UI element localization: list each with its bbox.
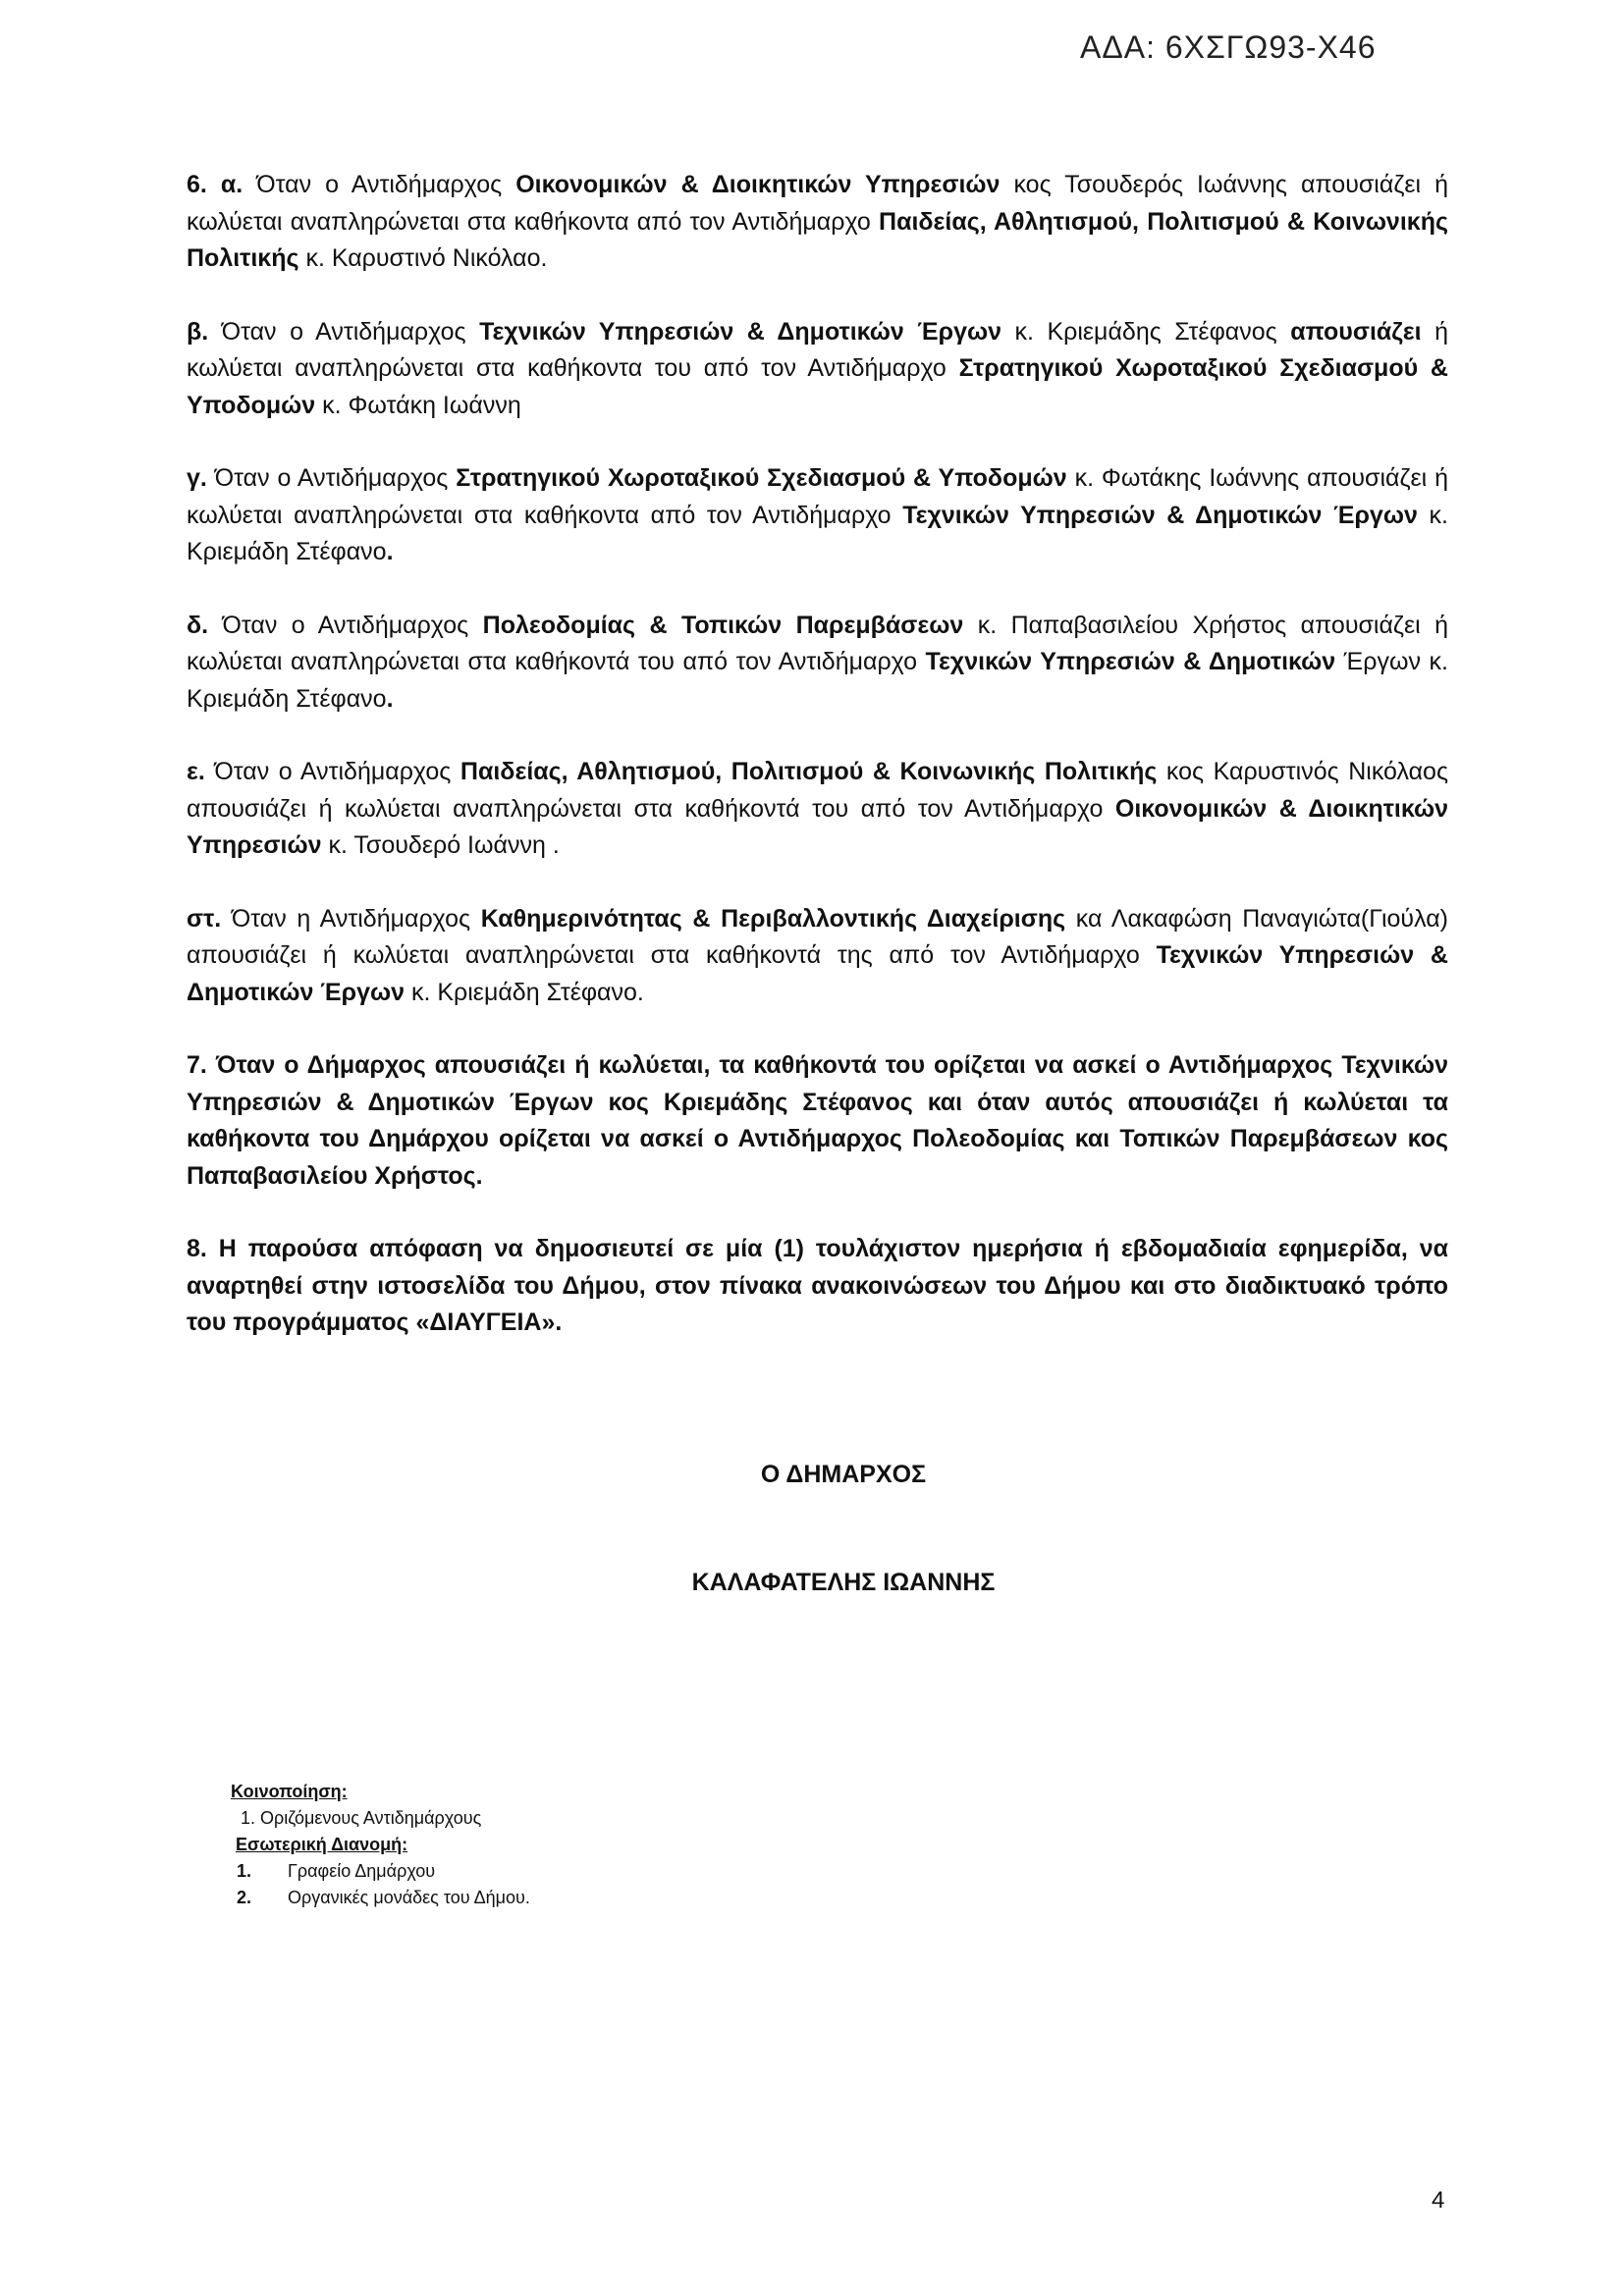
bold-text-segment: ε. xyxy=(187,758,205,785)
paragraph-6d xyxy=(187,608,1448,719)
text-segment: κ. Καρυστινό Νικόλαο. xyxy=(298,244,548,272)
paragraph-8 xyxy=(187,1231,1448,1342)
paragraph-6b xyxy=(187,314,1448,425)
text-segment: κ. Παπαβασιλείου Χρήστος απουσιάζει ή κωλύεται αναπληρώνεται στα καθήκοντά του από τον Αντιδήμαρχο xyxy=(187,611,1448,675)
text-segment: Όταν ο Αντιδήμαρχος xyxy=(208,611,483,639)
text-segment: Όταν η Αντιδήμαρχος xyxy=(221,904,481,933)
bold-text-segment: Τεχνικών Υπηρεσιών & Δημοτικών xyxy=(925,648,1336,675)
item-number: 1. xyxy=(237,1861,252,1881)
bold-text-segment: β. xyxy=(187,317,209,346)
bold-text-segment: απουσιάζει xyxy=(1290,317,1422,346)
notification-item: 1. Οριζόμενους Αντιδημάρχους xyxy=(241,1808,482,1828)
bold-text-segment: Τεχνικών Υπηρεσιών & Δημοτικών Έργων xyxy=(187,941,1448,1006)
internal-distribution-heading: Εσωτερική Διανομή: xyxy=(236,1835,408,1854)
distribution-block xyxy=(231,1779,530,1911)
bold-text-segment: 7. Όταν ο Δήμαρχος απουσιάζει ή κωλύεται, τα καθήκοντά του ορίζεται να ασκεί ο Αντιδήμαρχος Τεχνικών Υπηρεσιών & Δημοτικών Έργων κος Κριεμάδης Στέφανος και όταν αυτός απουσιάζει ή κωλύεται τα καθήκοντα του Δημάρχου ορίζεται να ασκεί ο Αντιδήμαρχος Πολεοδομίας και Τοπικών Παρεμβάσεων κος Παπαβασιλείου Χρήστος. xyxy=(187,1051,1448,1190)
text-segment: κος Τσουδερός Ιωάννης απουσιάζει ή κωλύεται αναπληρώνεται στα καθήκοντα από τον Αντιδήμαρχο xyxy=(187,171,1448,236)
item-text: Γραφείο Δημάρχου xyxy=(288,1861,436,1881)
text-segment: Όταν ο Αντιδήμαρχος xyxy=(206,464,457,492)
bold-text-segment: Παιδείας, Αθλητισμού, Πολιτισμού & Κοινωνικής Πολιτικής xyxy=(187,207,1448,272)
bold-text-segment: Τεχνικών Υπηρεσιών & Δημοτικών Έργων xyxy=(479,317,1001,346)
text-segment: Όταν ο Αντιδήμαρχος xyxy=(204,758,460,785)
paragraph-6e xyxy=(187,754,1448,865)
bold-text-segment: . xyxy=(386,538,394,565)
text-segment: ή κωλύεται αναπληρώνεται στα καθήκοντα του από τον Αντιδήμαρχο xyxy=(187,317,1448,382)
text-segment: Όταν ο Αντιδήμαρχος xyxy=(243,171,516,198)
bold-text-segment: . xyxy=(386,684,394,713)
signature-name: ΚΑΛΑΦΑΤΕΛΗΣ ΙΩΑΝΝΗΣ xyxy=(691,1569,996,1596)
text-segment: κ. Κριεμάδη Στέφανο. xyxy=(405,978,644,1006)
text-segment: Όταν ο Αντιδήμαρχος xyxy=(208,317,480,346)
text-segment: κ. Φωτάκης Ιωάννης απουσιάζει ή κωλύεται αναπληρώνεται στα καθήκοντα από τον Αντιδήμαρχο xyxy=(187,464,1448,529)
bold-text-segment: Στρατηγικού Χωροταξικού Σχεδιασμού & Υποδομών xyxy=(187,354,1448,419)
bold-text-segment: 8. Η παρούσα απόφαση να δημοσιευτεί σε μία (1) τουλάχιστον ημερήσια ή εβδομαδιαία εφημερίδα, να αναρτηθεί στην ιστοσελίδα του Δήμου, στον πίνακα ανακοινώσεων του Δήμου και στο διαδικτυακό τρόπο του προγράμματος «ΔΙΑΥΓΕΙΑ». xyxy=(187,1235,1448,1336)
item-text: Οργανικές μονάδες του Δήμου. xyxy=(288,1888,530,1907)
bold-text-segment: Καθημερινότητας & Περιβαλλοντικής Διαχείρισης xyxy=(480,904,1066,933)
internal-distribution-item xyxy=(231,1858,530,1885)
bold-text-segment: Τεχνικών Υπηρεσιών & Δημοτικών Έργων xyxy=(902,501,1418,529)
paragraph-6a xyxy=(187,167,1448,278)
text-segment: κ. Κριεμάδης Στέφανος xyxy=(1001,317,1291,346)
bold-text-segment: Οικονομικών & Διοικητικών Υπηρεσιών xyxy=(515,171,1001,198)
paragraph-7 xyxy=(187,1047,1448,1195)
notification-heading: Κοινοποίηση: xyxy=(231,1782,348,1801)
signature-title: Ο ΔΗΜΑΡΧΟΣ xyxy=(760,1461,927,1488)
bold-text-segment: γ. xyxy=(187,464,207,492)
text-segment: κ. Τσουδερό Ιωάννη . xyxy=(321,831,560,859)
text-segment: κος Καρυστινός Νικόλαος απουσιάζει ή κωλύεται αναπληρώνεται στα καθήκοντά του από τον Αντιδήμαρχο xyxy=(187,758,1448,823)
bold-text-segment: Στρατηγικού Χωροταξικού Σχεδιασμού & Υποδομών xyxy=(456,464,1067,492)
bold-text-segment: Οικονομικών & Διοικητικών Υπηρεσιών xyxy=(187,794,1448,859)
bold-text-segment: 6. α. xyxy=(187,171,243,198)
page-number: 4 xyxy=(1432,2187,1445,2214)
bold-text-segment: Παιδείας, Αθλητισμού, Πολιτισμού & Κοινωνικής Πολιτικής xyxy=(460,758,1158,785)
document-body xyxy=(187,167,1448,1342)
text-segment: κα Λακαφώση Παναγιώτα(Γιούλα) απουσιάζει ή κωλύεται αναπληρώνεται στα καθήκοντά της από τον Αντιδήμαρχο xyxy=(187,904,1448,969)
bold-text-segment: Πολεοδομίας & Τοπικών Παρεμβάσεων xyxy=(482,611,964,639)
text-segment: Έργων κ. Κριεμάδη Στέφανο xyxy=(187,648,1448,713)
internal-distribution-item xyxy=(231,1885,530,1911)
bold-text-segment: στ. xyxy=(187,904,222,933)
paragraph-6st xyxy=(187,901,1448,1012)
bold-text-segment: δ. xyxy=(187,611,209,639)
item-number: 2. xyxy=(237,1888,252,1907)
ada-code: ΑΔΑ: 6ΧΣΓΩ93-Χ46 xyxy=(1080,29,1377,65)
text-segment: κ. Φωτάκη Ιωάννη xyxy=(315,391,521,419)
paragraph-6c xyxy=(187,460,1448,571)
text-segment: κ. Κριεμάδη Στέφανο xyxy=(187,501,1448,565)
